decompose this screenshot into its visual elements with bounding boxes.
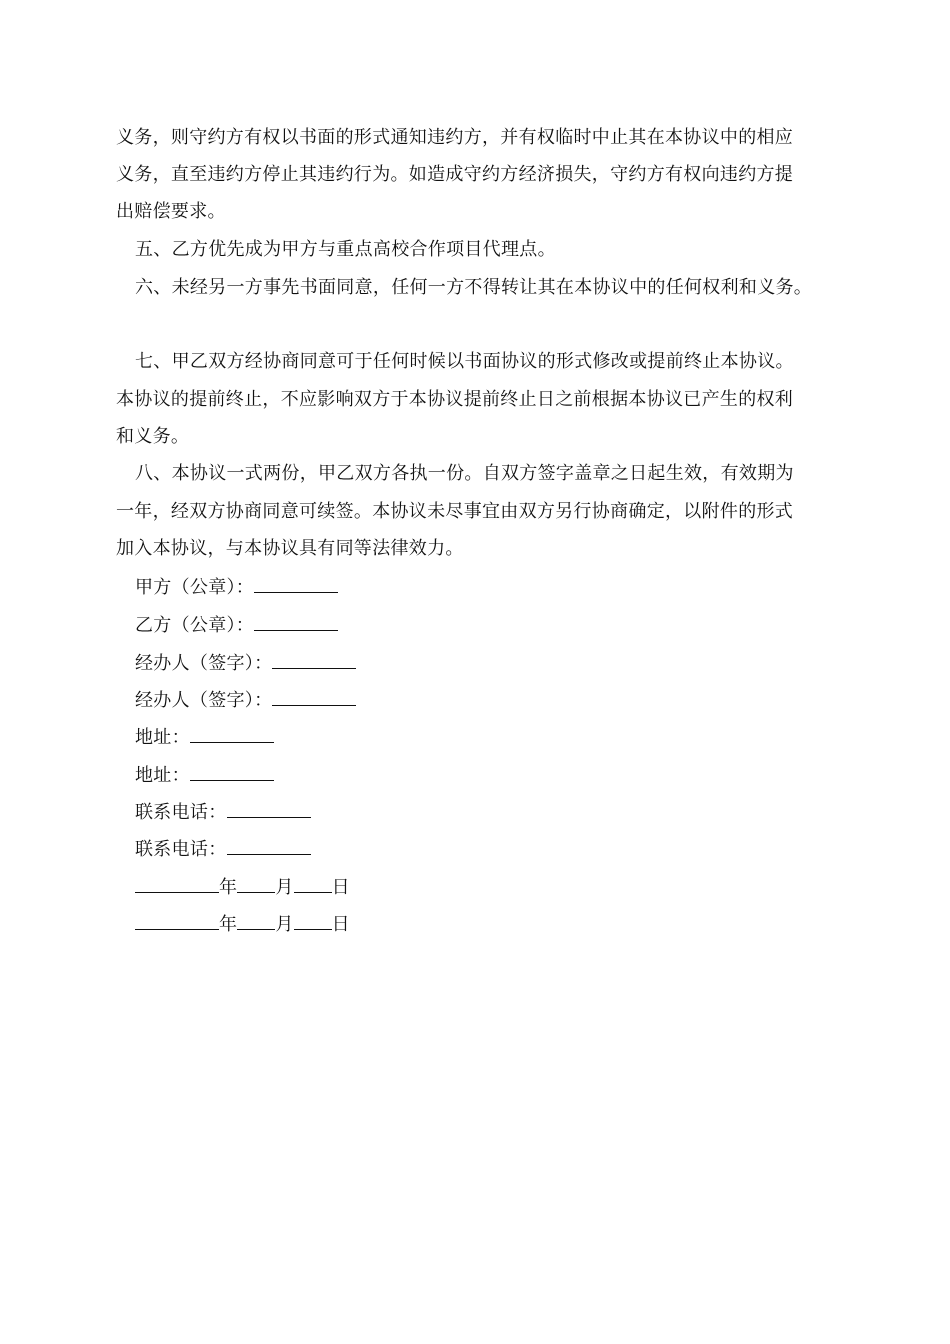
address-b-label: 地址： [135, 765, 190, 786]
phone-b-label: 联系电话： [135, 839, 227, 860]
month-blank[interactable] [237, 911, 275, 930]
day-blank[interactable] [294, 911, 332, 930]
phone-a-field [135, 799, 311, 825]
month-label: 月 [275, 877, 294, 898]
day-label: 日 [331, 914, 350, 935]
phone-b-blank[interactable] [227, 836, 311, 855]
paragraph-line: 出赔偿要求。 [116, 201, 226, 222]
address-a-field [135, 724, 274, 750]
party-b-seal-blank[interactable] [254, 612, 338, 631]
address-a-label: 地址： [135, 727, 190, 748]
agent-b-signature-label: 经办人（签字）： [135, 690, 273, 711]
party-a-seal-blank[interactable] [254, 574, 338, 593]
address-b-field [135, 762, 274, 788]
date-field-b [135, 911, 350, 937]
year-label: 年 [219, 877, 238, 898]
clause-seven-line: 和义务。 [116, 426, 190, 447]
phone-a-blank[interactable] [227, 799, 311, 818]
paragraph-line: 义务，直至违约方停止其违约行为。如造成守约方经济损失，守约方有权向违约方提 [116, 164, 794, 185]
phone-a-label: 联系电话： [135, 802, 227, 823]
year-blank[interactable] [135, 874, 219, 893]
agent-a-signature-label: 经办人（签字）： [135, 653, 273, 674]
clause-seven-line: 本协议的提前终止，不应影响双方于本协议提前终止日之前根据本协议已产生的权利 [116, 389, 794, 410]
date-field-a [135, 874, 350, 900]
party-a-seal-field [135, 574, 338, 600]
party-a-seal-label: 甲方（公章）： [135, 577, 255, 598]
clause-eight-line: 八、本协议一式两份，甲乙双方各执一份。自双方签字盖章之日起生效，有效期为 [135, 463, 794, 484]
address-b-blank[interactable] [190, 762, 274, 781]
year-label: 年 [219, 914, 238, 935]
year-blank[interactable] [135, 911, 219, 930]
clause-eight-line: 加入本协议，与本协议具有同等法律效力。 [116, 538, 464, 559]
paragraph-line: 义务，则守约方有权以书面的形式通知违约方，并有权临时中止其在本协议中的相应 [116, 127, 794, 148]
month-label: 月 [275, 914, 294, 935]
clause-five: 五、乙方优先成为甲方与重点高校合作项目代理点。 [135, 239, 556, 260]
clause-eight-line: 一年，经双方协商同意可续签。本协议未尽事宜由双方另行协商确定，以附件的形式 [116, 501, 794, 522]
party-b-seal-label: 乙方（公章）： [135, 615, 255, 636]
agent-a-signature-blank[interactable] [272, 650, 356, 669]
phone-b-field [135, 836, 311, 862]
address-a-blank[interactable] [190, 724, 274, 743]
agent-a-signature-field [135, 650, 356, 676]
agent-b-signature-blank[interactable] [272, 687, 356, 706]
clause-seven-line: 七、甲乙双方经协商同意可于任何时候以书面协议的形式修改或提前终止本协议。 [135, 351, 794, 372]
clause-six: 六、未经另一方事先书面同意，任何一方不得转让其在本协议中的任何权利和义务。 [135, 277, 813, 298]
day-label: 日 [331, 877, 350, 898]
day-blank[interactable] [294, 874, 332, 893]
agent-b-signature-field [135, 687, 356, 713]
month-blank[interactable] [237, 874, 275, 893]
party-b-seal-field [135, 612, 338, 638]
